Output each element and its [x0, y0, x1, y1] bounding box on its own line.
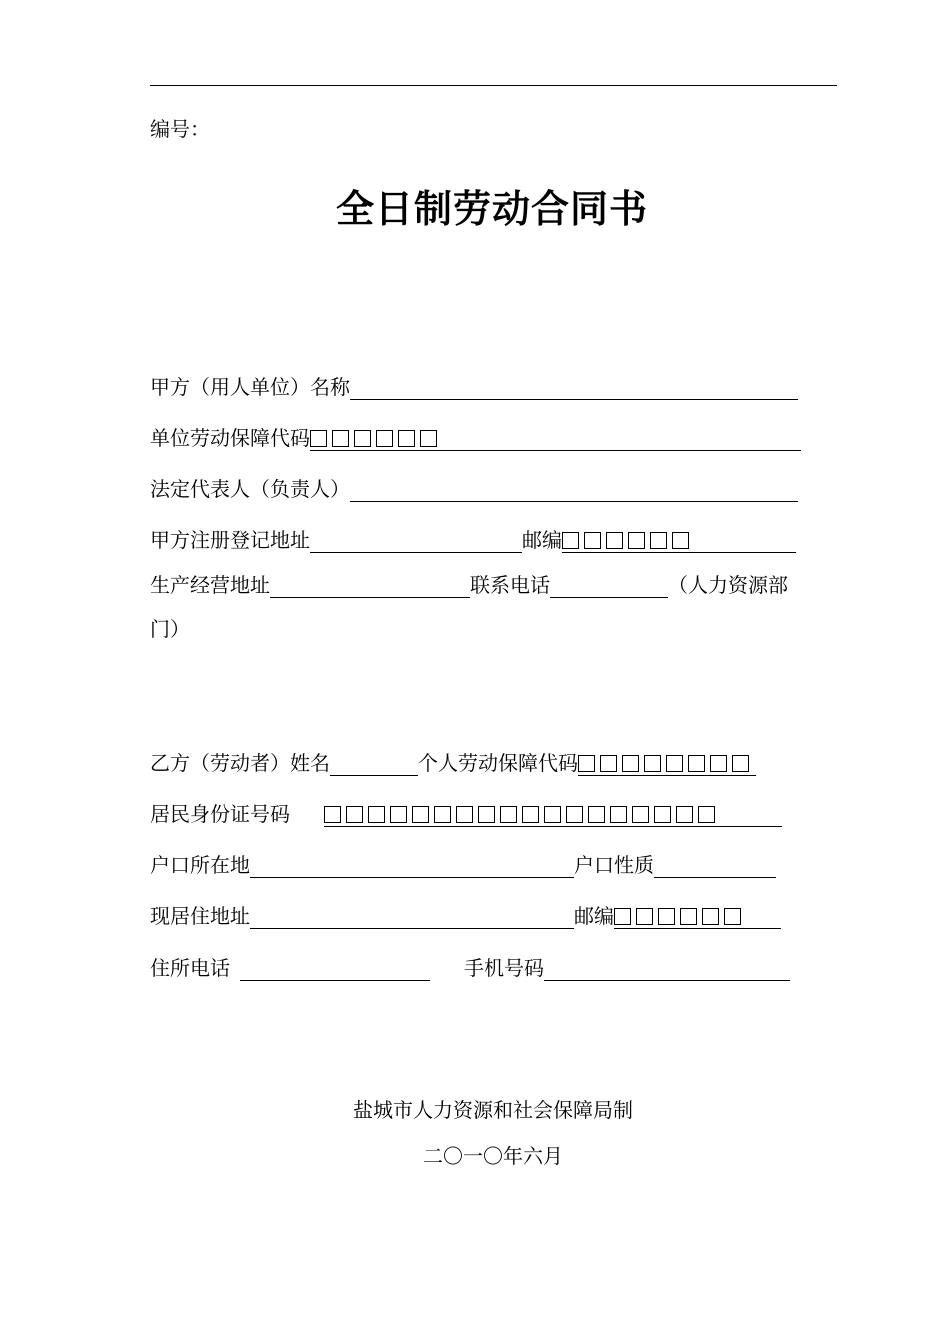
id-number-label: 居民身份证号码: [150, 802, 290, 826]
unit-code-row: [150, 425, 801, 451]
hukou-type-blank[interactable]: [654, 855, 776, 878]
party-a-postcode-boxes[interactable]: [562, 528, 796, 553]
serial-number-label: 编号：: [150, 117, 210, 141]
home-phone-blank[interactable]: [240, 958, 430, 981]
hr-note: （人力资源部: [668, 573, 788, 597]
hr-note-cont-row: [150, 616, 190, 642]
reg-address-row: [150, 527, 796, 553]
legal-rep-label: 法定代表人（负责人）: [150, 477, 350, 501]
home-phone-label: 住所电话: [150, 956, 230, 980]
mobile-blank[interactable]: [544, 958, 790, 981]
id-number-boxes[interactable]: [324, 802, 782, 827]
contact-phone-blank[interactable]: [550, 575, 668, 598]
serial-number-row: [150, 116, 210, 142]
biz-address-label: 生产经营地址: [150, 573, 270, 597]
hukou-row: [150, 852, 776, 878]
party-a-postcode-label: 邮编: [522, 528, 562, 552]
party-a-name-blank[interactable]: [350, 377, 798, 400]
issuer: 盐城市人力资源和社会保障局制: [353, 1098, 633, 1122]
reg-address-label: 甲方注册登记地址: [150, 528, 310, 552]
party-b-name-label: 乙方（劳动者）姓名: [150, 751, 330, 775]
personal-code-label: 个人劳动保障代码: [418, 751, 578, 775]
party-a-name-label: 甲方（用人单位）名称: [150, 375, 350, 399]
contact-phone-label: 联系电话: [470, 573, 550, 597]
hr-note-continued: 门）: [150, 617, 190, 641]
top-rule: [150, 85, 837, 86]
current-address-row: [150, 903, 781, 929]
mobile-label: 手机号码: [464, 956, 544, 980]
current-address-blank[interactable]: [250, 906, 574, 929]
party-b-name-row: [150, 750, 756, 776]
hukou-type-label: 户口性质: [574, 853, 654, 877]
id-number-row: [150, 801, 782, 827]
unit-code-label: 单位劳动保障代码: [150, 426, 310, 450]
document-title: 全日制劳动合同书: [335, 187, 648, 231]
biz-address-row: [150, 572, 788, 598]
biz-address-blank[interactable]: [270, 575, 470, 598]
party-b-name-blank[interactable]: [330, 753, 418, 776]
legal-rep-blank[interactable]: [350, 479, 798, 502]
hukou-blank[interactable]: [250, 855, 574, 878]
hukou-label: 户口所在地: [150, 853, 250, 877]
legal-rep-row: [150, 476, 798, 502]
party-b-postcode-boxes[interactable]: [614, 904, 781, 929]
reg-address-blank[interactable]: [310, 530, 522, 553]
party-b-postcode-label: 邮编: [574, 904, 614, 928]
personal-code-boxes[interactable]: [578, 751, 756, 776]
unit-code-boxes[interactable]: [310, 426, 801, 451]
phone-row: [150, 955, 790, 981]
current-address-label: 现居住地址: [150, 904, 250, 928]
issue-date: 二〇一〇年六月: [423, 1144, 563, 1168]
party-a-name-row: [150, 374, 798, 400]
